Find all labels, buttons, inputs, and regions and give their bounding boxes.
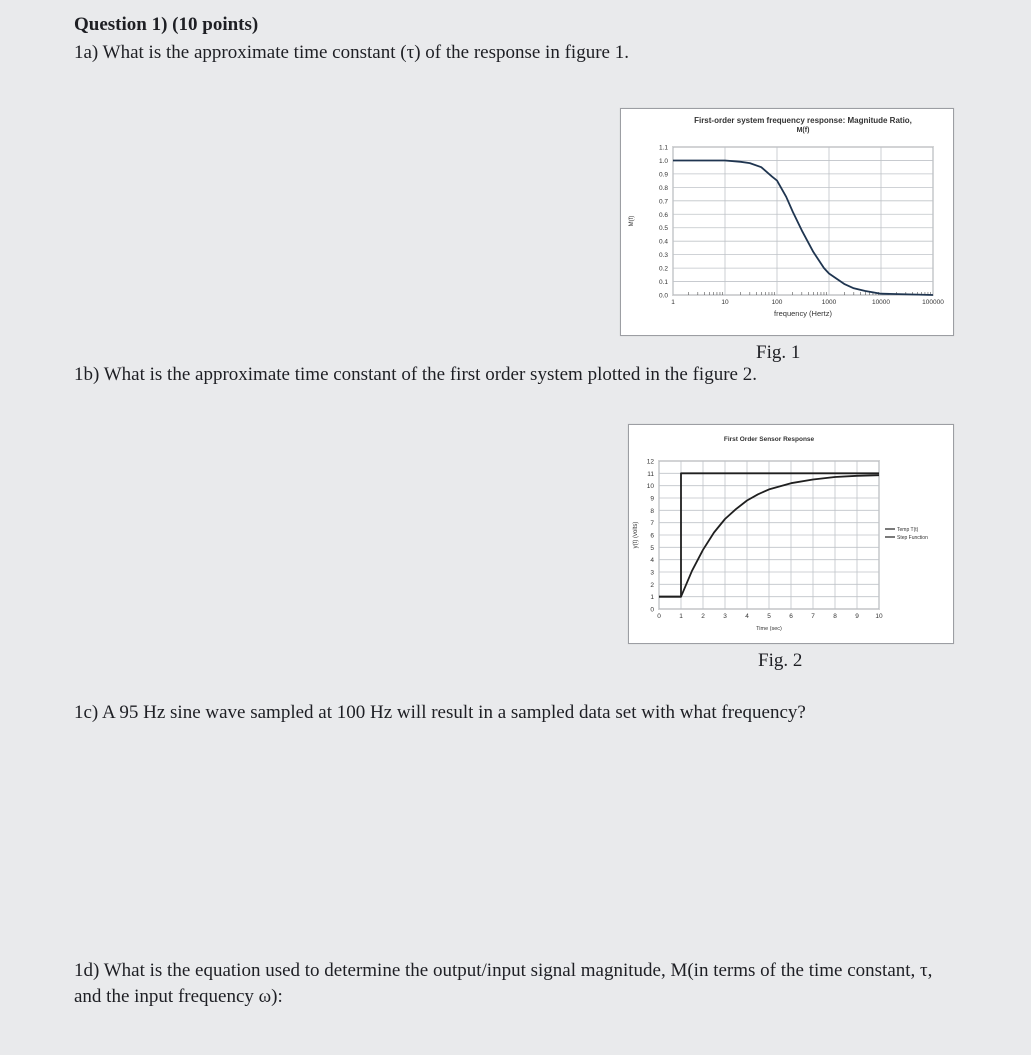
y-tick-label: 1: [650, 594, 654, 602]
question-1d: 1d) What is the equation used to determine the output/input signal magnitude, M(in terms of the time constant, τ, and the input frequency ω):: [74, 960, 933, 1008]
y-tick-label: 0.6: [658, 211, 668, 219]
y-tick-label: 12: [646, 458, 654, 466]
figure-2-caption: Fig. 2: [758, 650, 803, 671]
x-tick-label: 7: [811, 613, 815, 620]
x-tick-label: 8: [833, 613, 837, 620]
y-tick-label: 0.7: [658, 198, 668, 206]
y-tick-label: 0.5: [658, 225, 668, 233]
y-tick-label: 0.0: [658, 292, 668, 300]
y-tick-label: 5: [650, 544, 654, 552]
y-tick-label: 10: [646, 483, 654, 491]
y-tick-label: 0.4: [658, 238, 668, 246]
y-axis-label: y(t) (volts): [633, 521, 639, 549]
x-tick-label: 6: [789, 613, 793, 620]
x-axis-label: frequency (Hertz): [774, 309, 832, 318]
x-tick-label: 1: [671, 299, 675, 306]
x-tick-label: 0: [657, 613, 661, 620]
y-tick-label: 1.0: [658, 157, 668, 165]
figure-1-caption: Fig. 1: [756, 342, 801, 363]
chart-sensor-response: [629, 425, 953, 643]
plot-area-frame: [673, 147, 933, 295]
x-tick-label: 9: [855, 613, 859, 620]
x-tick-label: 1: [679, 613, 683, 620]
y-tick-label: 3: [650, 569, 654, 577]
legend-label: Step Function: [897, 535, 928, 541]
figure-1: [620, 108, 954, 336]
question-title: Question 1) (10 points): [74, 14, 259, 35]
y-tick-label: 0.8: [658, 184, 668, 192]
figure-2: [628, 424, 954, 644]
question-1b: 1b) What is the approximate time constant of the first order system plotted in the figure 2.: [74, 364, 757, 385]
x-tick-label: 10: [875, 613, 883, 620]
x-tick-label: 100000: [922, 299, 944, 306]
x-tick-label: 100: [771, 299, 783, 306]
y-tick-label: 2: [650, 581, 654, 589]
chart-frequency-response: [621, 109, 953, 335]
y-tick-label: 4: [650, 557, 654, 565]
y-tick-label: 7: [650, 520, 654, 528]
x-axis-label: Time (sec): [756, 626, 782, 632]
y-tick-label: 0.2: [658, 265, 668, 273]
y-tick-label: 0.1: [658, 279, 668, 287]
y-tick-label: 1.1: [658, 144, 668, 152]
chart-title: First-order system frequency response: Magnitude Ratio,: [694, 116, 912, 125]
x-tick-label: 1000: [821, 299, 837, 306]
y-tick-label: 8: [650, 507, 654, 515]
y-tick-label: 0: [650, 606, 654, 614]
question-1a: 1a) What is the approximate time constant (τ) of the response in figure 1.: [74, 42, 629, 63]
x-tick-label: 10: [721, 299, 729, 306]
question-1c: 1c) A 95 Hz sine wave sampled at 100 Hz will result in a sampled data set with what frequency?: [74, 702, 806, 723]
y-tick-label: 0.9: [658, 171, 668, 179]
x-tick-label: 5: [767, 613, 771, 620]
x-tick-label: 3: [723, 613, 727, 620]
x-tick-label: 4: [745, 613, 749, 620]
x-tick-label: 2: [701, 613, 705, 620]
y-tick-label: 6: [650, 532, 654, 540]
x-tick-label: 10000: [871, 299, 891, 306]
y-tick-label: 11: [647, 470, 654, 478]
chart-subtitle: M(f): [796, 127, 810, 134]
chart-title: First Order Sensor Response: [723, 436, 815, 443]
y-axis-label: M(f): [629, 215, 635, 227]
legend-label: Temp T(t): [897, 527, 919, 533]
y-tick-label: 0.3: [658, 252, 668, 260]
y-tick-label: 9: [650, 495, 654, 503]
